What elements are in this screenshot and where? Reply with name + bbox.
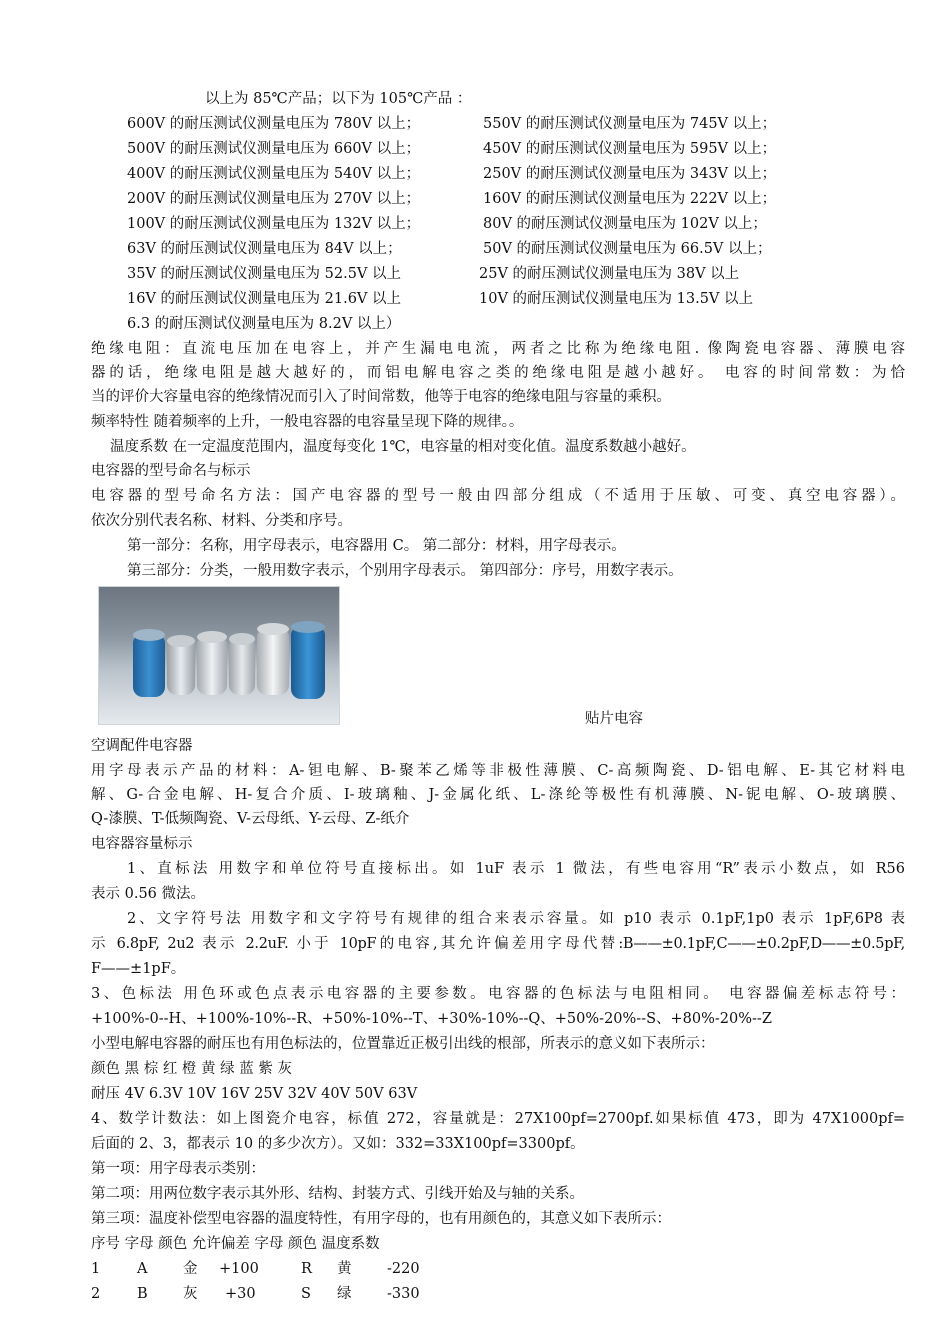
temperature-line: 温度系数 在一定温度范围内，温度每变化 1℃，电容量的相对变化值。温度系数越小越好。 [110, 439, 696, 455]
insulation-line: 绝缘电阻：直流电压加在电容上，并产生漏电电流，两者之比称为绝缘电阻. 像陶瓷电容器、薄膜电容 [91, 341, 905, 357]
cell-color: 绿 [337, 1286, 352, 1302]
cell-letter: B [137, 1286, 148, 1302]
voltage-right: 10V 的耐压测试仪测量电压为 13.5V 以上 [479, 291, 754, 307]
voltage-row [0, 115, 950, 133]
silver-capacitor-icon [257, 629, 289, 695]
intro-line: 以上为 85℃产品；以下为 105℃产品 ： [205, 91, 472, 107]
silver-capacitor-icon [197, 637, 227, 695]
materials-line: Q-漆膜、T-低频陶瓷、V-云母纸、Y-云母、Z-纸介 [91, 811, 410, 827]
voltage-left: 200V 的耐压测试仪测量电压为 270V 以上； [127, 191, 421, 207]
cell-color: 金 [183, 1261, 198, 1277]
voltage-row [0, 265, 950, 283]
voltage-row [0, 240, 950, 258]
cell-letter: R [301, 1261, 312, 1277]
materials-line: 解、G-合金电解、H-复合介质、I-玻璃釉、J-金属化纸、L-涤纶等极性有机薄膜、N-铌电解、O-玻璃膜、 [91, 787, 905, 803]
blue-capacitor-icon [133, 635, 165, 697]
item-line: 第一项：用字母表示类别： [91, 1161, 265, 1177]
cell-tolerance: +30 [225, 1286, 256, 1302]
text-symbol-line: 2、文字符号法 用数字和文字符号有规律的组合来表示容量。如 p10 表示 0.1pF,1p0 表示 1pF,6P8 表 [127, 911, 905, 927]
voltage-right: 25V 的耐压测试仪测量电压为 38V 以上 [479, 266, 740, 282]
color-code-line: +100%-0--H、+100%-10%--R、+50%-10%--T、+30%-10%--Q、+50%-20%--S、+80%-20%--Z [91, 1011, 772, 1027]
voltage-right: 250V 的耐压测试仪测量电压为 343V 以上； [483, 166, 777, 182]
color-code-line: 颜色 黑 棕 红 橙 黄 绿 蓝 紫 灰 [91, 1061, 292, 1077]
text-symbol-line: 示 6.8pF, 2u2 表示 2.2uF. 小于 10pF的电容,其允许偏差用字母代替:B——±0.1pF,C——±0.2pF,D——±0.5pF, [91, 936, 905, 952]
cell-letter: A [137, 1261, 148, 1277]
voltage-left: 600V 的耐压测试仪测量电压为 780V 以上； [127, 116, 421, 132]
cell-temp-coef: -220 [387, 1261, 420, 1277]
naming-line: 第三部分：分类，一般用数字表示，个别用字母表示。 第四部分：序号，用数字表示。 [127, 563, 683, 579]
capacitor-photo [98, 586, 340, 725]
voltage-row [0, 290, 950, 308]
voltage-left: 100V 的耐压测试仪测量电压为 132V 以上； [127, 216, 421, 232]
cell-no: 2 [91, 1286, 101, 1302]
direct-line: 表示 0.56 微法。 [91, 886, 206, 902]
naming-title: 电容器的型号命名与标示 [91, 463, 251, 479]
naming-line: 电容器的型号命名方法：国产电容器的型号一般由四部分组成（不适用于压敏、可变、真空电容器）。 [91, 488, 905, 504]
silver-capacitor-icon [167, 641, 195, 695]
cell-color: 黄 [337, 1261, 352, 1277]
table-header: 序号 字母 颜色 允许偏差 字母 颜色 温度系数 [91, 1236, 380, 1252]
naming-line: 第一部分：名称，用字母表示，电容器用 C。 第二部分：材料，用字母表示。 [127, 538, 626, 554]
silver-capacitor-icon [229, 639, 255, 695]
capacity-title: 电容器容量标示 [91, 836, 193, 852]
cell-temp-coef: -330 [387, 1286, 420, 1302]
text-symbol-line: F——±1pF。 [91, 961, 186, 977]
cell-no: 1 [91, 1261, 101, 1277]
frequency-line: 频率特性 随着频率的上升，一般电容器的电容量呈现下降的规律。。 [91, 414, 524, 430]
cell-letter: S [301, 1286, 311, 1302]
naming-line: 依次分别代表名称、材料、分类和序号。 [91, 513, 352, 529]
photo-caption-below: 空调配件电容器 [91, 738, 193, 754]
voltage-row [0, 215, 950, 233]
voltage-right: 50V 的耐压测试仪测量电压为 66.5V 以上； [483, 241, 772, 257]
insulation-line: 当的评价大容量电容的绝缘情况而引入了时间常数，他等于电容的绝缘电阻与容量的乘积。 [91, 389, 671, 405]
voltage-row [0, 165, 950, 183]
voltage-right: 160V 的耐压测试仪测量电压为 222V 以上； [483, 191, 777, 207]
blue-capacitor-icon [291, 627, 325, 699]
voltage-left: 500V 的耐压测试仪测量电压为 660V 以上； [127, 141, 421, 157]
numeric-line: 4、数学计数法：如上图瓷介电容，标值 272，容量就是：27X100pf=2700pf.如果标值 473，即为 47X1000pf= [91, 1111, 905, 1127]
voltage-right: 450V 的耐压测试仪测量电压为 595V 以上； [483, 141, 777, 157]
voltage-row [0, 140, 950, 158]
voltage-left: 63V 的耐压测试仪测量电压为 84V 以上； [127, 241, 402, 257]
color-code-line: 小型电解电容器的耐压也有用色标法的，位置靠近正极引出线的根部，所表示的意义如下表所示： [91, 1036, 715, 1052]
color-code-line: 3、色标法 用色环或色点表示电容器的主要参数。电容器的色标法与电阻相同。 电容器偏差标志符号： [91, 986, 905, 1002]
item-line: 第二项：用两位数字表示其外形、结构、封装方式、引线开始及与轴的关系。 [91, 1186, 584, 1202]
direct-line: 1、直标法 用数字和单位符号直接标出。如 1uF 表示 1 微法，有些电容用“R”表示小数点，如 R56 [127, 861, 905, 877]
insulation-line: 器的话，绝缘电阻是越大越好的，而铝电解电容之类的绝缘电阻是越小越好。 电容的时间常数：为恰 [91, 365, 905, 381]
voltage-right: 550V 的耐压测试仪测量电压为 745V 以上； [483, 116, 777, 132]
voltage-left: 400V 的耐压测试仪测量电压为 540V 以上； [127, 166, 421, 182]
voltage-row [0, 190, 950, 208]
materials-line: 用字母表示产品的材料：A-钽电解、B-聚苯乙烯等非极性薄膜、C-高频陶瓷、D-铝电解、E-其它材料电 [91, 763, 905, 779]
item-line: 第三项：温度补偿型电容器的温度特性，有用字母的，也有用颜色的，其意义如下表所示： [91, 1211, 671, 1227]
photo-caption-right: 贴片电容 [585, 711, 643, 727]
color-code-line: 耐压 4V 6.3V 10V 16V 25V 32V 40V 50V 63V [91, 1086, 418, 1102]
cell-color: 灰 [183, 1286, 198, 1302]
voltage-right: 80V 的耐压测试仪测量电压为 102V 以上； [483, 216, 767, 232]
numeric-line: 后面的 2、3，都表示 10 的多少次方）。又如：332=33X100pf=3300pf。 [91, 1136, 585, 1152]
voltage-last: 6.3 的耐压测试仪测量电压为 8.2V 以上） [127, 316, 401, 332]
voltage-left: 35V 的耐压测试仪测量电压为 52.5V 以上 [127, 266, 402, 282]
cell-tolerance: +100 [219, 1261, 259, 1277]
voltage-left: 16V 的耐压测试仪测量电压为 21.6V 以上 [127, 291, 402, 307]
